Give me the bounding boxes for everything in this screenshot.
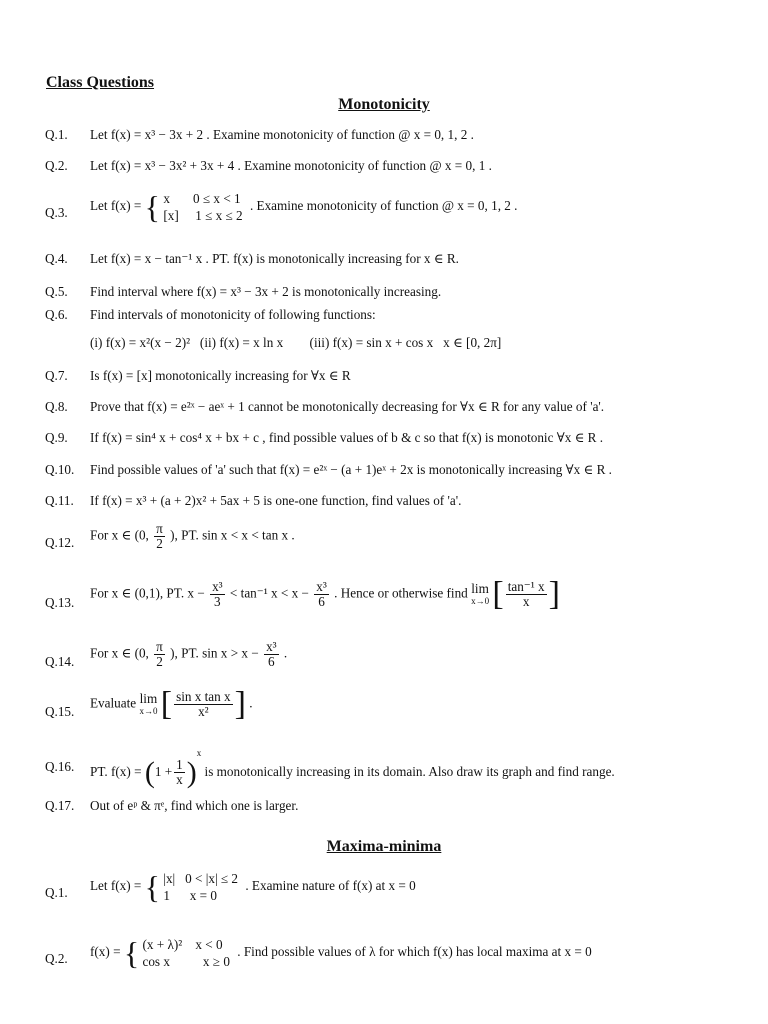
class-questions-heading: Class Questions xyxy=(46,74,155,91)
left-brace: { xyxy=(144,189,161,225)
limit: lim x→0 xyxy=(471,580,490,606)
left-brace: { xyxy=(123,935,140,971)
fraction: $\frac{1}{x}$ xyxy=(176,757,183,788)
fraction: $\frac{\text{tan⁻¹ x}}{x}$ xyxy=(507,579,545,609)
maxima-minima-title: Maxima-minima xyxy=(326,838,442,855)
fraction: $\frac{\pi}{2}$ xyxy=(156,521,163,551)
piecewise-cases: (x + λ)² x < 0 cos x x ≥ 0 xyxy=(142,937,230,969)
fraction: $\frac{\text{x³}}{6}$ xyxy=(266,639,277,669)
piecewise-cases: x 0 ≤ x < 1 [x] 1 ≤ x ≤ 2 xyxy=(163,191,243,223)
piecewise-cases: |x| 0 < |x| ≤ 2 1 x = 0 xyxy=(163,871,239,903)
fraction: $\frac{\pi}{2}$ xyxy=(156,639,163,669)
fraction: $\frac{\text{x³}}{3}$ xyxy=(212,579,223,609)
limit: lim x→0 xyxy=(139,690,158,716)
question-mono-6-parts: (i) f(x) = x²(x − 2)² (ii) f(x) = x ln x (iii) f(x) = sin x + cos x x ∈ [0, 2π] xyxy=(90,335,502,350)
document-page: Class Questions Monotonicity Q.1. Let f(x) = x³ − 3x + 2 . Examine monotonicity of function @ x = 0, 1, 2 . Q.2. Let f(x) = x³ − 3x² + 3x + 4 . Examine monotonicity of function @ x = 0, 1 . Q.3. Let f(x) = { x 0 ≤ x < 1 [x] 1 ≤ x ≤ 2 . Examine monotonicity of function @ x = 0, 1, 2 . Q.4. Let f(x) = x − tan⁻¹ x . PT. f(x) is monotonically increasing for x ∈ R. Q.5. Find interval where f(x) = x³ − 3x + 2 is monotonically increasing. Q.6. Find intervals of monotonicity of following functions: (i) f(x) = x²(x − 2)² (ii) f(x) = x ln x (iii) f(x) = sin x + cos x x ∈ [0, 2π] Q.7. Is f(x) = [x] monotonically increasing for ∀x ∈ R Q.8. Prove that f(x) = e²ˣ − aeˣ + 1 cannot be monotonically decreasing for ∀x ∈ R for any value of 'a'. Q.9. If f(x) = sin⁴ x + cos⁴ x + bx + c , find possible values of b & c so that f(x) is monotonic ∀x ∈ R . Q.10. Find possible values of 'a' such that f(x) = e²ˣ − (a + 1)eˣ + 2x is monotonically increasing ∀x ∈ R . Q.11. If f(x) = x³ + (a + 2)x² + 5ax + 5 is one-one function, find values of 'a'. Q.12. For x ∈ (0, $\frac{\pi}{2}$ ), PT. sin x < x < tan x . Q.13. For x ∈ (0,1), PT. x − $\frac{\text{x³}}{3}$ < tan⁻¹ x < x − $\frac{\text{x³}}{6}$ . Hence or otherwise find lim x→0 [ $\frac{\text{tan⁻¹ x}}{x}$ ] Q.14. For x ∈ (0, $\frac{\pi}{2}$ ), PT. sin x > x − $\frac{\text{x³}}{6}$ . Q.15. Evaluate lim x→0 [ $\frac{\text{sin x tan x}}{\text{x²}}$ ] . Q.16. PT. f(x) = (1 + $\frac{1}{x}$ )$^x$ is monotonically increasing in its domain. Also draw its graph and find range. Q.17. Out of eᵖ & πᵉ, find which one is larger. Maxima-minima Q.1. Let f(x) = { |x| 0 < |x| ≤ 2 1 x = 0 . Examine nature of f(x) at x = 0 Q.2. f(x) = { (x + λ)² x < 0 cos x x ≥ 0 . Find possible values of λ for which f(x) has local maxima at x = 0 xyxy=(0,0,768,1024)
fraction: $\frac{\text{x³}}{6}$ xyxy=(316,579,327,609)
fraction: $\frac{\text{sin x tan x}}{\text{x²}}$ xyxy=(176,689,231,719)
left-brace: { xyxy=(144,869,161,905)
monotonicity-title: Monotonicity xyxy=(338,96,430,113)
